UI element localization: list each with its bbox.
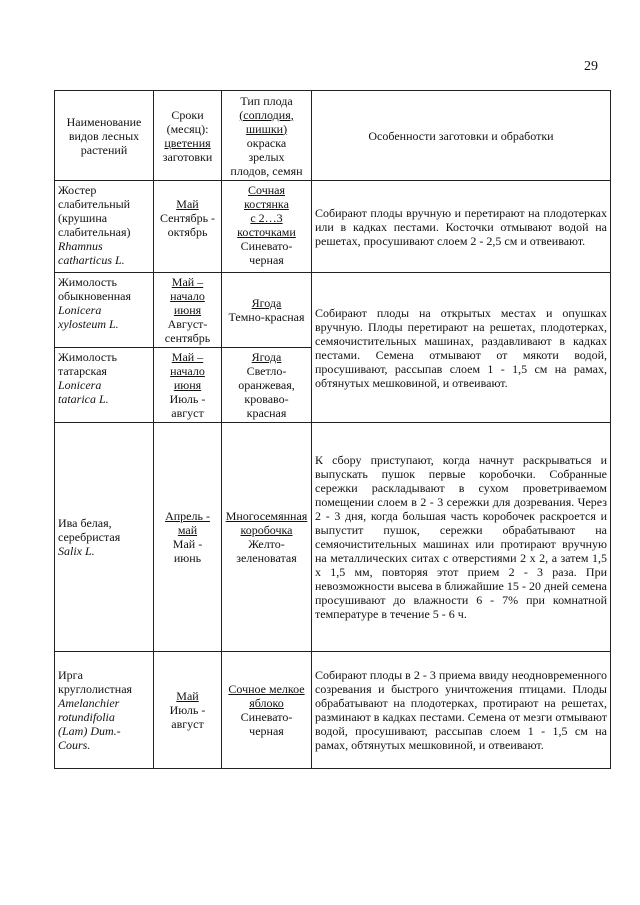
- notes-cell: Собирают плоды вручную и перетирают на плодотерках или в кадках пестами. Косточки отмывают водой на решетах, просушивают слоем 2 - 2,5 см и отвеивают.: [312, 181, 611, 273]
- table-row: [55, 181, 611, 273]
- species-latin: Amelanchier: [58, 696, 120, 710]
- fruit-color: Темно-красная: [228, 310, 305, 324]
- harvest-term: июнь: [173, 551, 202, 565]
- harvest-term: Май -: [172, 537, 203, 551]
- species-latin: tatarica L.: [58, 392, 109, 406]
- terms-cell: [154, 652, 222, 769]
- notes-cell: Собирают плоды на открытых местах и опушках вручную. Плоды перетирают на решетах, плодотерках, семяочистительных машинах, раздавливают в кадках пестами. Семена отмывают от мякоти водой, просушивают, рассыпав слоем 1 - 1,5 см на рамах, обтянутых мешковиной, и отвеивают.: [312, 273, 611, 423]
- terms-cell: [154, 423, 222, 652]
- flowering-term: Апрель -: [165, 509, 210, 523]
- fruit-color: зеленоватая: [236, 551, 297, 565]
- flowering-term: Май: [176, 197, 199, 211]
- fruit-type: яблоко: [249, 696, 284, 710]
- harvest-term: сентябрь: [164, 331, 211, 345]
- header-line: видов лесных: [68, 128, 140, 143]
- flowering-term: Май: [176, 689, 199, 703]
- header-line: (соплодия,: [239, 107, 294, 122]
- fruit-cell: [222, 423, 312, 652]
- fruit-color: кроваво-красная: [244, 392, 289, 420]
- header-line: заготовки: [162, 149, 213, 164]
- species-name: Жимолость: [58, 350, 117, 364]
- fruit-type: коробочка: [240, 523, 293, 537]
- flowering-term: июня: [173, 303, 202, 317]
- flowering-term: июня: [173, 378, 202, 392]
- flowering-term: начало: [170, 364, 205, 378]
- header-line: цветения: [164, 135, 211, 150]
- harvest-term: август: [171, 717, 204, 731]
- header-terms: [154, 91, 222, 181]
- fruit-color: черная: [249, 253, 284, 267]
- fruit-color: Светло-: [246, 364, 287, 378]
- species-name: круглолистная: [58, 682, 133, 696]
- fruit-type: Ягода: [251, 350, 282, 364]
- species-latin: (Lam) Dum.-: [58, 724, 121, 738]
- header-line: шишки): [245, 121, 288, 136]
- species-name-cell: [55, 348, 154, 423]
- species-name: слабительный: [58, 197, 131, 211]
- fruit-cell: [222, 273, 312, 348]
- species-name: слабительная): [58, 225, 131, 239]
- species-latin: Lonicera: [58, 378, 102, 392]
- table-row: [55, 423, 611, 652]
- flowering-term: май: [177, 523, 198, 537]
- flowering-term: начало: [170, 289, 205, 303]
- fruit-color: черная: [249, 724, 284, 738]
- species-name-cell: [55, 273, 154, 348]
- header-line: окраска: [246, 135, 287, 150]
- species-name: Ирга: [58, 668, 83, 682]
- species-name: (крушина: [58, 211, 108, 225]
- species-name-cell: [55, 181, 154, 273]
- header-line: Сроки: [171, 107, 204, 122]
- notes-cell: Собирают плоды в 2 - 3 приема ввиду неодновременного созревания и быстрого уничтожения птицами. Плоды обрабатывают на плодотерках, протирают на решетах, разминают в кадках пестами. Семена от мезги отмывают водой, просушивают, рассыпав слоем 1 - 1,5 см на рамах, обтянутых мешковиной, и отвеивают.: [312, 652, 611, 769]
- fruit-type: с 2…3: [250, 211, 283, 225]
- header-line: зрелых: [248, 149, 285, 164]
- fruit-cell: [222, 652, 312, 769]
- harvest-term: Июль -: [169, 392, 206, 406]
- fruit-type: Многосемянная: [225, 509, 308, 523]
- species-latin: xylosteum L.: [58, 317, 119, 331]
- species-name-cell: [55, 423, 154, 652]
- header-row: [55, 91, 611, 181]
- fruit-cell: [222, 181, 312, 273]
- header-notes: Особенности заготовки и обработки: [312, 91, 611, 181]
- fruit-type: Ягода: [251, 296, 282, 310]
- species-latin: Lonicera: [58, 303, 102, 317]
- species-name: серебристая: [58, 530, 121, 544]
- species-name: Ива белая,: [58, 516, 112, 530]
- header-line: растений: [80, 142, 128, 157]
- header-line: Наименование: [66, 114, 142, 129]
- page-number: 29: [584, 59, 598, 74]
- terms-cell: [154, 348, 222, 423]
- flowering-term: Май –: [171, 275, 204, 289]
- species-name: татарская: [58, 364, 107, 378]
- notes-cell: К сбору приступают, когда начнут раскрываться и выпускать пушок первые коробочки. Собранные сережки раскладывают в сухом проветриваемом помещении слоем в 2 - 3 сережки для дозревания. Через 2 - 3 дня, когда большая часть коробочек раскроется и выпустит пушок, сережки обрабатывают на семяочистительных машинах или протирают вручную на металлических ситах с отверстиями 2 х 2, а затем 1,5 х 1,5 мм, повторяя этот прием 2 - 3 раза. При невозможности высева в ближайшие 15 - 20 дней семена просушивают до влажности 6 - 7% при комнатной температуре в течение 5 - 6 ч.: [312, 423, 611, 652]
- header-fruit-type: [222, 91, 312, 181]
- fruit-color: Желто-: [248, 537, 285, 551]
- table-row: [55, 652, 611, 769]
- species-name: Жостер: [58, 183, 97, 197]
- species-name: обыкновенная: [58, 289, 132, 303]
- table-row: [55, 273, 611, 348]
- header-line: (месяц):: [166, 121, 209, 136]
- fruit-color: Синевато-: [240, 710, 293, 724]
- harvest-term: август: [171, 406, 204, 420]
- harvest-term: Август-: [167, 317, 208, 331]
- harvest-term: Июль -: [169, 703, 206, 717]
- harvest-term: Сентябрь -: [159, 211, 216, 225]
- header-line: Тип плода: [240, 93, 293, 108]
- harvest-term: октябрь: [167, 225, 208, 239]
- species-latin: catharticus L.: [58, 253, 125, 267]
- fruit-color: Синевато-: [240, 239, 293, 253]
- flowering-term: Май –: [171, 350, 204, 364]
- plant-table: [54, 90, 611, 769]
- fruit-color: оранжевая,: [238, 378, 295, 392]
- fruit-cell: [222, 348, 312, 423]
- species-latin: Cours.: [58, 738, 91, 752]
- species-name-cell: [55, 652, 154, 769]
- header-species-name: [55, 91, 154, 181]
- fruit-type: Сочная костянка: [244, 183, 289, 211]
- species-latin: Salix L.: [58, 544, 95, 558]
- species-name: Жимолость: [58, 275, 117, 289]
- fruit-type: Сочное мелкое: [228, 682, 305, 696]
- terms-cell: [154, 181, 222, 273]
- terms-cell: [154, 273, 222, 348]
- species-latin: rotundifolia: [58, 710, 115, 724]
- header-line: плодов, семян: [230, 163, 303, 178]
- species-latin: Rhamnus: [58, 239, 103, 253]
- fruit-type: косточками: [237, 225, 296, 239]
